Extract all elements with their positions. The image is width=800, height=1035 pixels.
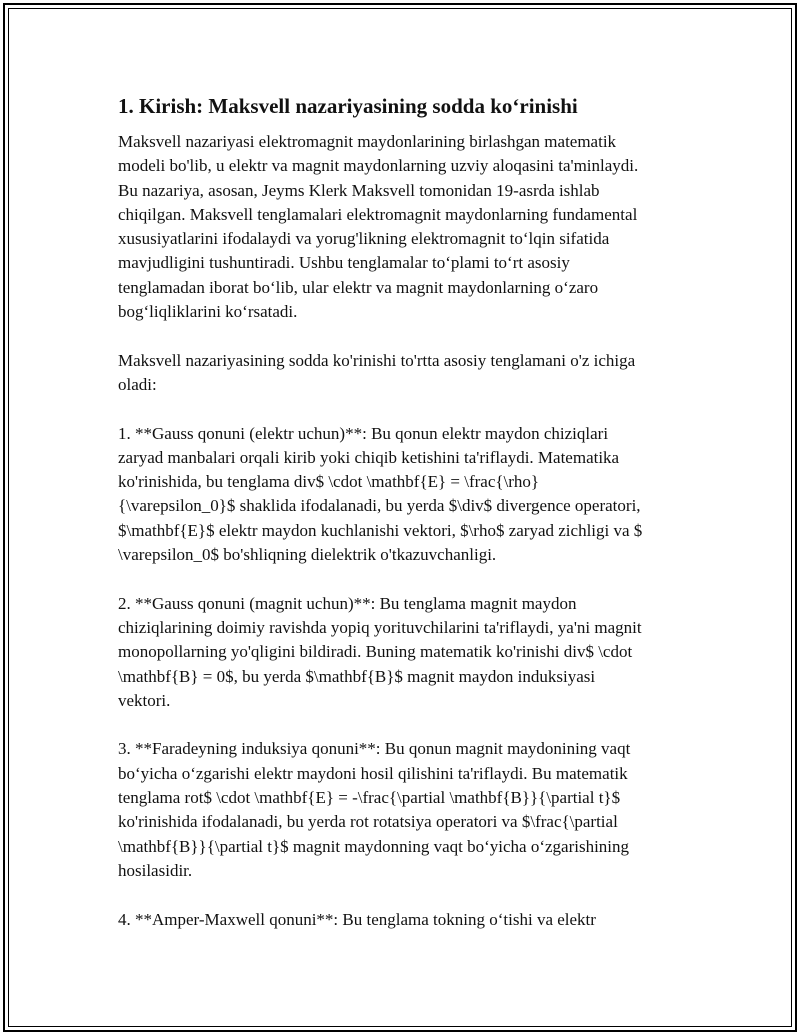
text-line: chiqilgan. Maksvell tenglamalari elektromagnit maydonlarning fundamental (118, 204, 638, 224)
text-line: {\varepsilon_0}$ shaklida ifodalanadi, bu yerda $\div$ divergence operatori, (118, 496, 641, 516)
document-body (118, 92, 690, 956)
text-line: chiziqlarining doimiy ravishda yopiq yorituvchilarini ta'riflaydi, ya'ni magnit (118, 617, 642, 637)
text-line: \mathbf{B} = 0$, bu yerda $\mathbf{B}$ magnit maydon induksiyasi (118, 666, 596, 686)
text-line: modeli bo'lib, u elektr va magnit maydonlarning uzviy aloqasini ta'minlaydi. (118, 156, 639, 176)
section-heading: 1. Kirish: Maksvell nazariyasining sodda ko‘rinishi (118, 94, 578, 118)
text-line: tenglama rot$ \cdot \mathbf{E} = -\frac{\partial \mathbf{B}}{\partial t}$ (118, 788, 621, 808)
text-line: tenglamadan iborat bo‘lib, ular elektr va magnit maydonlarning o‘zaro (118, 277, 599, 297)
text-line: bog‘liqliklarini ko‘rsatadi. (118, 302, 298, 322)
text-line: monopollarning yo'qligini bildiradi. Buning matematik ko'rinishi div$ \cdot (118, 642, 633, 662)
text-line: zaryad manbalari orqali kirib yoki chiqib ketishini ta'riflaydi. Matematika (118, 447, 620, 467)
text-line: mavjudligini tushuntiradi. Ushbu tenglamalar to‘plami to‘rt asosiy (118, 253, 570, 273)
text-line: 1. **Gauss qonuni (elektr uchun)**: Bu qonun elektr maydon chiziqlari (118, 423, 609, 443)
intro-paragraph (118, 130, 690, 324)
text-line: oladi: (118, 374, 157, 394)
text-line: 4. **Amper-Maxwell qonuni**: Bu tenglama tokning o‘tishi va elektr (118, 909, 596, 929)
text-line: $\mathbf{E}$ elektr maydon kuchlanishi vektori, $\rho$ zaryad zichligi va $ (118, 520, 643, 540)
text-line: bo‘yicha o‘zgarishi elektr maydoni hosil qilishini ta'riflaydi. Bu matematik (118, 763, 628, 783)
text-line: \varepsilon_0$ bo'shliqning dielektrik o'tkazuvchanligi. (118, 545, 497, 565)
text-line: Maksvell nazariyasi elektromagnit maydonlarining birlashgan matematik (118, 132, 617, 151)
text-line: \mathbf{B}}{\partial t}$ magnit maydonning vaqt bo‘yicha o‘zgarishining (118, 836, 630, 856)
text-line: Bu nazariya, asosan, Jeyms Klerk Maksvell tomonidan 19-asrda ishlab (118, 180, 600, 200)
text-line: 3. **Faradeyning induksiya qonuni**: Bu qonun magnit maydonining vaqt (118, 739, 631, 759)
ampere-maxwell-paragraph (118, 908, 690, 932)
gauss-electric-paragraph (118, 422, 690, 568)
text-line: vektori. (118, 690, 171, 710)
text-line: ko'rinishida, bu tenglama div$ \cdot \mathbf{E} = \frac{\rho} (118, 472, 540, 492)
summary-paragraph (118, 349, 690, 398)
text-line: xususiyatlarini ifodalaydi va yorug'likning elektromagnit to‘lqin sifatida (118, 229, 610, 249)
text-line: Maksvell nazariyasining sodda ko'rinishi to'rtta asosiy tenglamani o'z ichiga (118, 350, 636, 370)
text-line: ko'rinishida ifodalanadi, bu yerda rot rotatsiya operatori va $\frac{\partial (118, 812, 618, 832)
text-line: hosilasidir. (118, 860, 193, 880)
faraday-paragraph (118, 737, 690, 883)
text-line: 2. **Gauss qonuni (magnit uchun)**: Bu tenglama magnit maydon (118, 593, 577, 613)
gauss-magnetic-paragraph (118, 592, 690, 713)
